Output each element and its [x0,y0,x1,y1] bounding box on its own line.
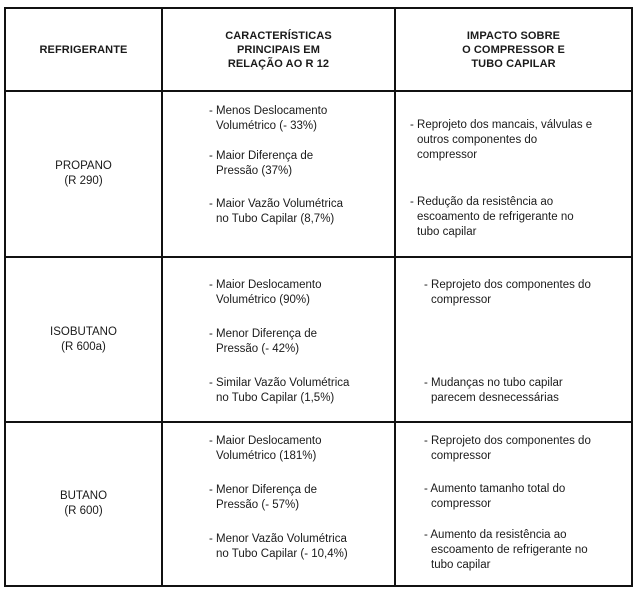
impact-item [424,278,591,308]
refrigerant-code: (R 600) [64,505,103,517]
item-line: - Maior Deslocamento [209,279,322,291]
characteristic-item [209,327,317,357]
item-line: - Maior Deslocamento [209,435,322,447]
item-line: no Tubo Capilar (8,7%) [216,213,335,225]
item-line: compressor [431,294,492,306]
impact-item [424,482,565,512]
refrigerant-name-cell [6,92,161,256]
item-line: no Tubo Capilar (- 10,4%) [216,548,348,560]
item-line: tubo capilar [417,226,477,238]
header-line: IMPACTO SOBRE [466,29,561,42]
item-line: Volumétrico (90%) [216,294,310,306]
characteristics-cell [163,423,394,585]
characteristic-item [209,104,327,134]
impact-item [410,195,574,240]
refrigerant-name: BUTANO [59,490,108,502]
item-line: outros componentes do [417,134,538,146]
impacts-cell [396,258,631,421]
header-line: CARACTERÍSTICAS [225,29,332,42]
item-line: tubo capilar [431,559,491,571]
characteristic-item [209,376,349,406]
header-impacto [396,9,631,90]
characteristic-item [209,434,321,464]
item-line: - Similar Vazão Volumétrica [209,377,350,389]
refrigerant-name-cell [6,423,161,585]
impact-item [410,118,592,163]
item-line: Pressão (- 57%) [216,499,300,511]
impacts-cell [396,92,631,256]
header-refrigerante-label: REFRIGERANTE [39,43,128,56]
item-line: - Menor Vazão Volumétrica [209,533,347,545]
impact-item [424,434,591,464]
header-line: PRINCIPAIS EM [237,43,320,56]
item-line: Pressão (- 42%) [216,343,300,355]
refrigerant-name-cell [6,258,161,421]
refrigerant-name: PROPANO [55,160,112,172]
item-line: - Menos Deslocamento [209,105,328,117]
item-line: compressor [431,450,492,462]
item-line: - Menor Diferença de [209,328,318,340]
refrigerant-code: (R 290) [64,175,103,187]
header-line: RELAÇÃO AO R 12 [227,57,330,70]
item-line: escoamento de refrigerante no [417,211,574,223]
item-line: no Tubo Capilar (1,5%) [216,392,335,404]
impact-item [424,376,563,406]
item-line: - Reprojeto dos componentes do [424,435,591,447]
header-caracteristicas [163,9,394,90]
item-line: - Maior Vazão Volumétrica [209,198,344,210]
item-line: - Menor Diferença de [209,484,318,496]
refrigerant-comparison-table [4,7,633,587]
item-line: escoamento de refrigerante no [431,544,588,556]
characteristic-item [209,197,343,227]
characteristic-item [209,149,313,179]
refrigerant-name: ISOBUTANO [50,325,117,338]
item-line: Volumétrico (181%) [216,450,317,462]
item-line: - Aumento tamanho total do [424,483,566,495]
header-refrigerante [6,9,161,90]
characteristic-item [209,278,321,308]
item-line: - Reprojeto dos componentes do [424,279,591,291]
item-line: - Redução da resistência ao [410,196,554,208]
characteristic-item [209,532,348,562]
item-line: - Mudanças no tubo capilar [424,377,563,389]
impact-item [424,528,588,573]
item-line: - Aumento da resistência ao [424,529,567,541]
refrigerant-code: (R 600a) [61,340,106,353]
item-line: - Reprojeto dos mancais, válvulas e [410,119,593,131]
item-line: Volumétrico (- 33%) [216,120,317,132]
impacts-cell [396,423,631,585]
item-line: parecem desnecessárias [431,392,559,404]
header-line: O COMPRESSOR E [462,43,565,56]
item-line: compressor [431,498,492,510]
header-line: TUBO CAPILAR [471,57,556,70]
characteristic-item [209,483,317,513]
characteristics-cell [163,258,394,421]
item-line: - Maior Diferença de [209,150,314,162]
item-line: compressor [417,149,478,161]
characteristics-cell [163,92,394,256]
item-line: Pressão (37%) [216,165,293,177]
